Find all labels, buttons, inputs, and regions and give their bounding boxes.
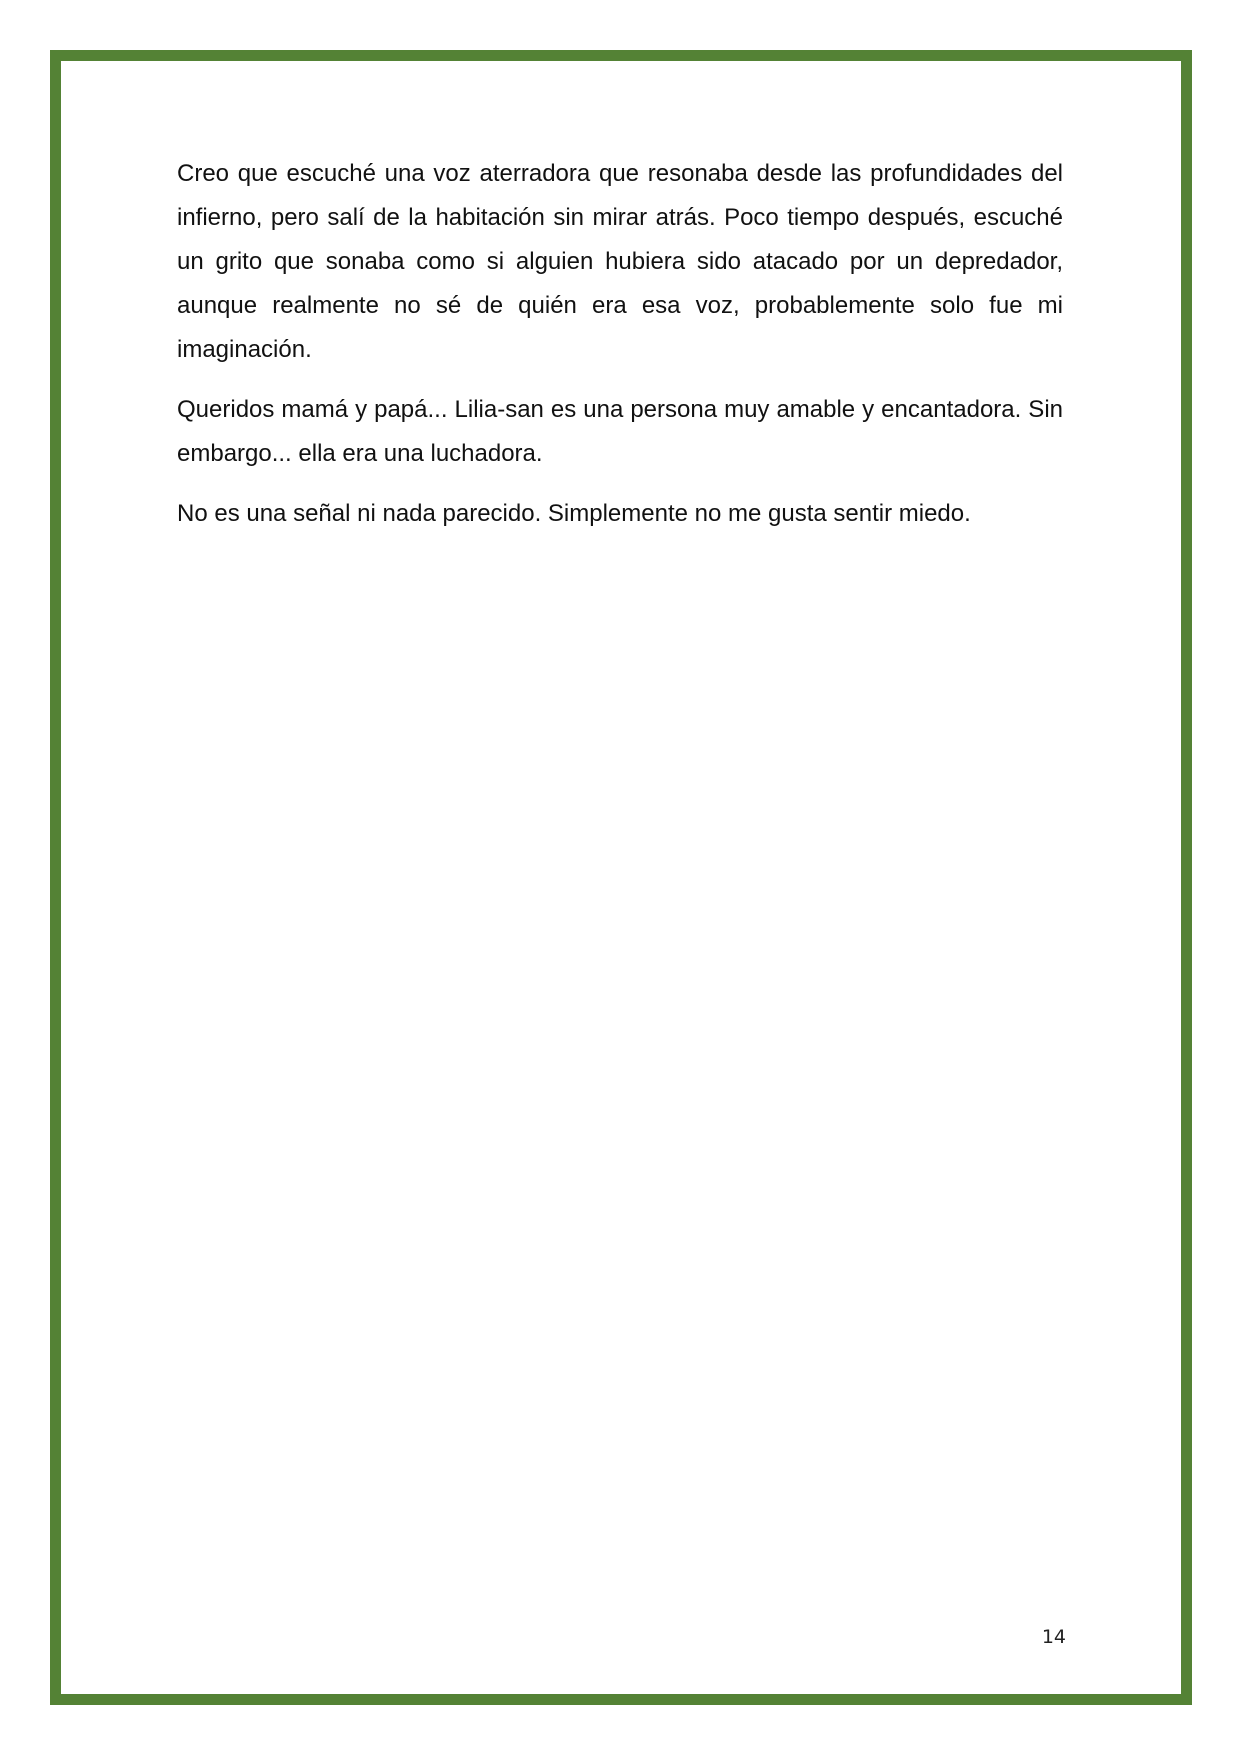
body-text	[177, 152, 1063, 552]
paragraph-3: No es una señal ni nada parecido. Simplemente no me gusta sentir miedo.	[177, 500, 971, 527]
paragraph-2: Queridos mamá y papá... Lilia-san es una persona muy amable y encantadora. Sin embargo... ella era una luchadora.	[177, 396, 1063, 467]
paragraph-1: Creo que escuché una voz aterradora que resonaba desde las profundidades del infierno, pero salí de la habitación sin mirar atrás. Poco tiempo después, escuché un grito que sonaba como si alguien hubiera sido atacado por un depredador, aunque realmente no sé de quién era esa voz, probablemente solo fue mi imaginación.	[177, 160, 1063, 363]
page-number: 14	[1041, 1626, 1066, 1648]
